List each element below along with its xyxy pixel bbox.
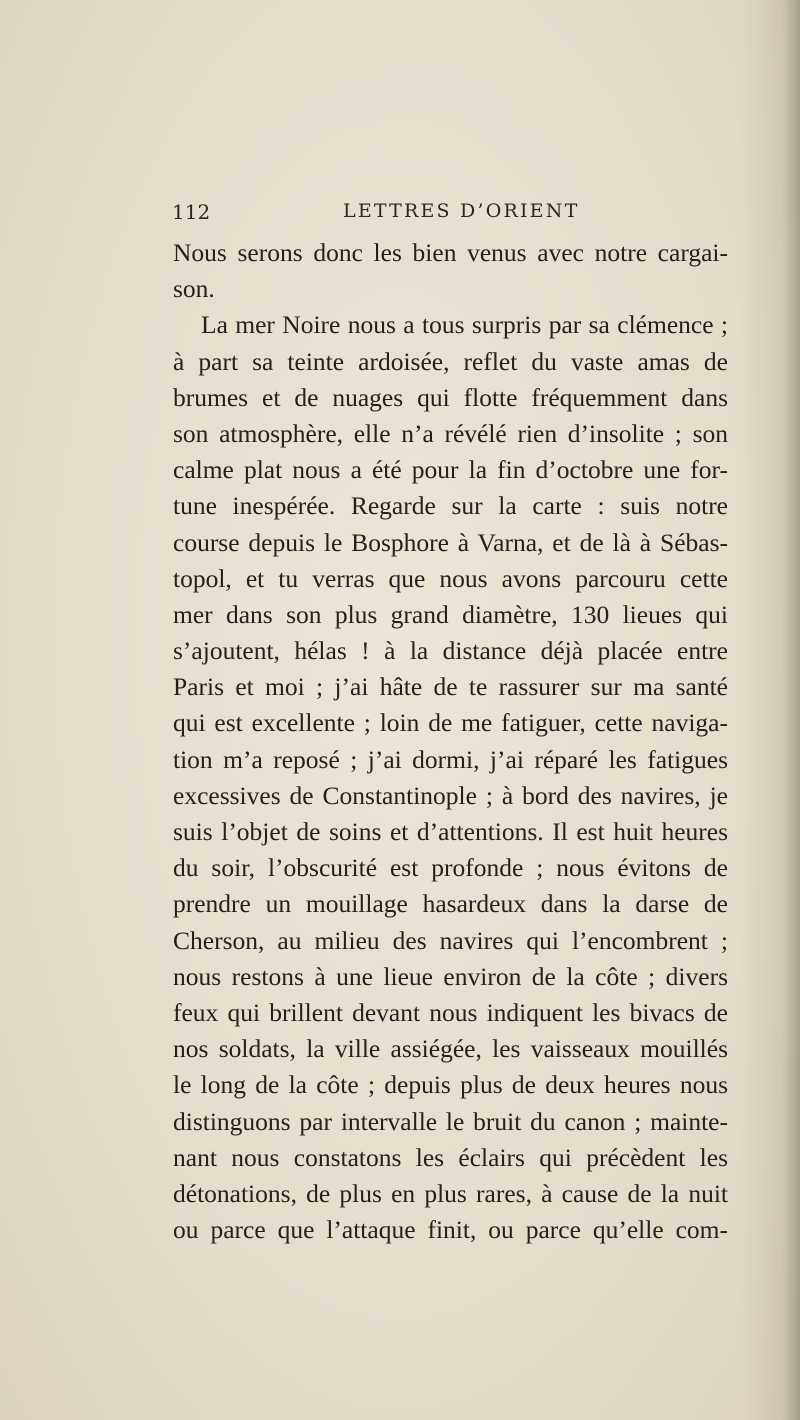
page-number: 112 bbox=[172, 200, 211, 224]
page-edge-shadow bbox=[740, 0, 800, 1420]
text-line: Nous serons donc les bien venus avec notre cargai- bbox=[173, 238, 728, 267]
text-line: tion m’a reposé ; j’ai dormi, j’ai réparé les fatigues bbox=[173, 744, 728, 774]
text-line: brumes et de nuages qui flotte fréquemment dans bbox=[173, 382, 728, 412]
text-line: le long de la côte ; depuis plus de deux heures nous bbox=[173, 1070, 728, 1100]
text-line: nant nous constatons les éclairs qui précèdent les bbox=[173, 1142, 728, 1172]
text-line: son. bbox=[173, 274, 215, 304]
text-line: Cherson, au milieu des navires qui l’encombrent ; bbox=[173, 925, 728, 955]
text-line: excessives de Constantinople ; à bord des navires, je bbox=[173, 780, 728, 810]
text-line: distinguons par intervalle le bruit du canon ; mainte- bbox=[173, 1106, 728, 1136]
running-title: LETTRES D’ORIENT bbox=[343, 200, 580, 222]
text-line: mer dans son plus grand diamètre, 130 lieues qui bbox=[173, 599, 728, 629]
text-line: prendre un mouillage hasardeux dans la darse de bbox=[173, 889, 728, 919]
text-line: Paris et moi ; j’ai hâte de te rassurer sur ma santé bbox=[173, 672, 728, 702]
text-line: son atmosphère, elle n’a révélé rien d’insolite ; son bbox=[173, 418, 728, 448]
running-header bbox=[172, 198, 580, 228]
body-text bbox=[173, 235, 728, 1248]
text-line: détonations, de plus en plus rares, à cause de la nuit bbox=[173, 1178, 728, 1208]
text-line: à part sa teinte ardoisée, reflet du vaste amas de bbox=[173, 346, 728, 376]
text-line: suis l’objet de soins et d’attentions. Il est huit heures bbox=[173, 817, 728, 846]
text-line: topol, et tu verras que nous avons parcouru cette bbox=[173, 563, 728, 593]
text-line: nous restons à une lieue environ de la côte ; divers bbox=[173, 961, 728, 991]
text-line: s’ajoutent, hélas ! à la distance déjà placée entre bbox=[173, 636, 728, 666]
text-line: feux qui brillent devant nous indiquent les bivacs de bbox=[173, 997, 728, 1027]
text-line: tune inespérée. Regarde sur la carte : suis notre bbox=[173, 491, 728, 521]
text-line: qui est excellente ; loin de me fatiguer, cette naviga- bbox=[173, 708, 728, 738]
text-line: La mer Noire nous a tous surpris par sa clémence ; bbox=[201, 310, 728, 340]
text-line: ou parce que l’attaque finit, ou parce qu’elle com- bbox=[173, 1215, 728, 1245]
text-line: calme plat nous a été pour la fin d’octobre une for- bbox=[173, 455, 728, 485]
text-line: course depuis le Bosphore à Varna, et de là à Sébas- bbox=[173, 527, 728, 557]
text-line: du soir, l’obscurité est profonde ; nous évitons de bbox=[173, 853, 728, 883]
text-line: nos soldats, la ville assiégée, les vaisseaux mouillés bbox=[173, 1034, 728, 1064]
